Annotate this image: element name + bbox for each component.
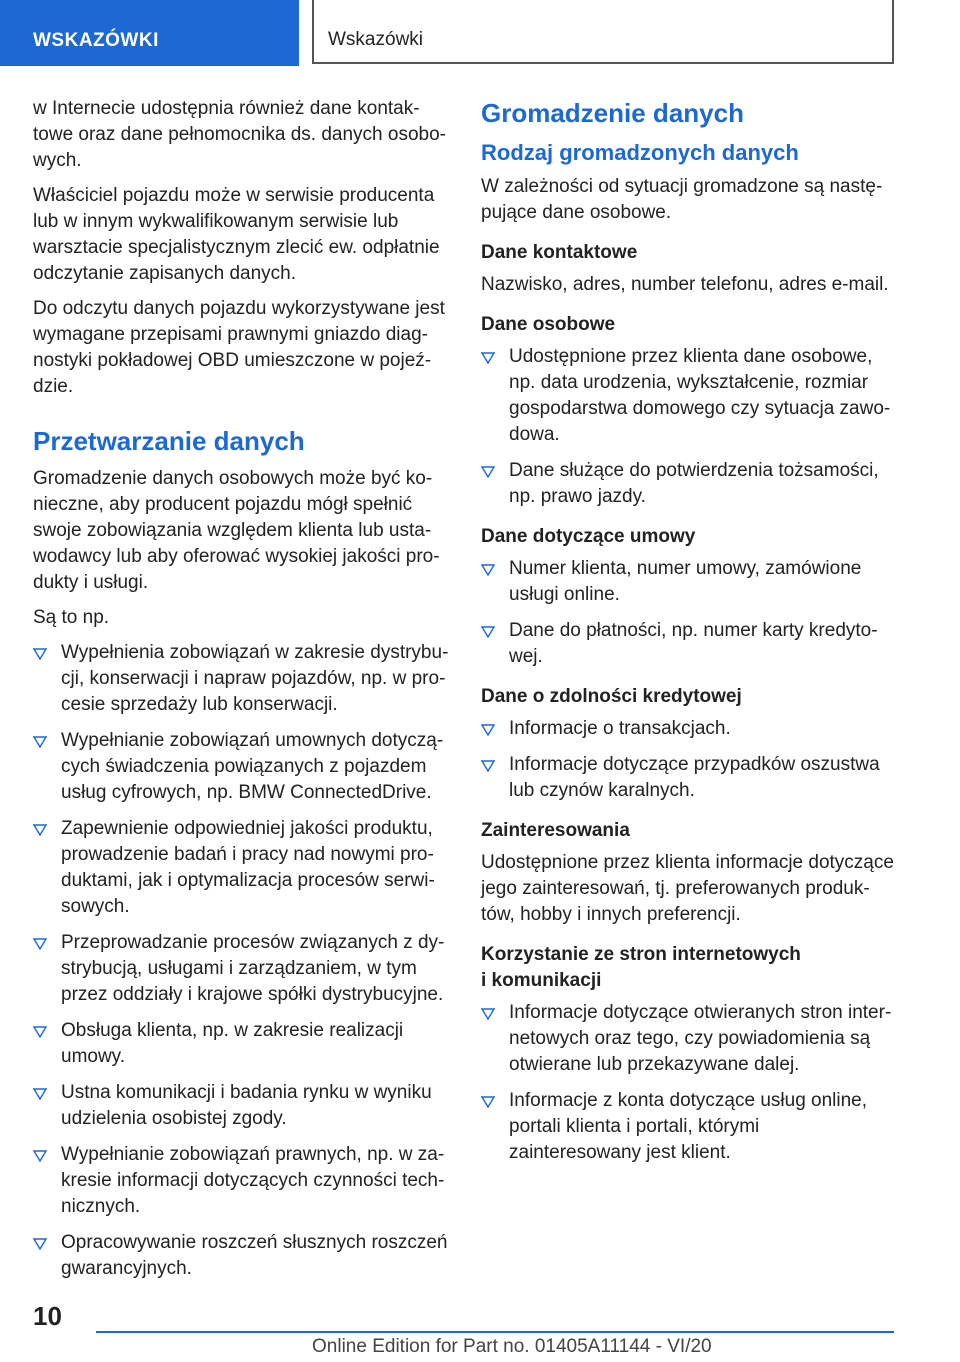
heading-line: Korzystanie ze stron internetowych — [481, 944, 801, 965]
list-item: Dane służące do potwierdzenia tożsamości, np. prawo jazdy. — [481, 458, 895, 510]
list-item: Wypełnianie zobowiązań umownych dotyczących świadczenia powiązanych z pojazdem usług cyfrowych, np. BMW ConnectedDrive. — [33, 728, 449, 806]
list-item: Udostępnione przez klienta dane osobowe, np. data urodzenia, wykształcenie, rozmiar gospodarstwa domowego czy sytuacja zawodowa. — [481, 344, 895, 448]
triangle-bullet-icon — [481, 724, 495, 736]
triangle-bullet-icon — [33, 1150, 47, 1162]
bullet-list — [33, 640, 449, 1282]
paragraph: Właściciel pojazdu może w serwisie producenta lub w innym wykwalifikowanym serwisie lub warsztacie specjalistycznym zlecić ew. odpłatnie odczytanie zapisanych danych. — [33, 185, 440, 284]
category-heading: Dane o zdolności kredytowej — [481, 686, 742, 707]
bullet-list — [481, 556, 895, 670]
left-column — [33, 96, 449, 1292]
subsection-heading: Rodzaj gromadzonych danych — [481, 140, 799, 165]
category-heading — [481, 942, 895, 994]
bullet-list — [481, 344, 895, 510]
triangle-bullet-icon — [33, 1088, 47, 1100]
category-heading: Dane kontaktowe — [481, 242, 638, 263]
paragraph: Gromadzenie danych osobowych może być konieczne, aby producent pojazdu mógł spełnić swoje zobowiązania względem klienta lub ustawodawcy lub aby oferować wysokiej jakości produkty i usługi. — [33, 468, 440, 593]
bullet-list — [481, 716, 895, 804]
heading-line: i komunikacji — [481, 970, 602, 991]
paragraph: Są to np. — [33, 607, 110, 628]
list-item: Wypełnianie zobowiązań prawnych, np. w zakresie informacji dotyczących czynności technicznych. — [33, 1142, 449, 1220]
paragraph: w Internecie udostępnia również dane kontaktowe oraz dane pełnomocnika ds. danych osobowych. — [33, 98, 446, 171]
right-column — [481, 96, 895, 1176]
list-item: Informacje dotyczące otwieranych stron internetowych oraz tego, czy powiadomienia są otwierane lub przekazywane dalej. — [481, 1000, 895, 1078]
list-item: Informacje o transakcjach. — [481, 716, 895, 742]
paragraph: Nazwisko, adres, number telefonu, adres e-mail. — [481, 274, 889, 295]
triangle-bullet-icon — [481, 1096, 495, 1108]
triangle-bullet-icon — [33, 1238, 47, 1250]
edition-note: Online Edition for Part no. 01405A11144 - VI/20 — [312, 1336, 712, 1357]
list-item: Dane do płatności, np. numer karty kredytowej. — [481, 618, 895, 670]
triangle-bullet-icon — [33, 938, 47, 950]
list-item: Wypełnienia zobowiązań w zakresie dystrybucji, konserwacji i napraw pojazdów, np. w procesie sprzedaży lub konserwacji. — [33, 640, 449, 718]
page-header — [0, 0, 960, 66]
list-item: Zapewnienie odpowiedniej jakości produktu, prowadzenie badań i pracy nad nowymi produktami, jak i optymalizacja procesów serwisowych. — [33, 816, 449, 920]
triangle-bullet-icon — [33, 824, 47, 836]
triangle-bullet-icon — [481, 564, 495, 576]
list-item: Ustna komunikacji i badania rynku w wyniku udzielenia osobistej zgody. — [33, 1080, 449, 1132]
triangle-bullet-icon — [33, 1026, 47, 1038]
triangle-bullet-icon — [481, 1008, 495, 1020]
list-item: Przeprowadzanie procesów związanych z dystrybucją, usługami i zarządzaniem, w tym przez oddziały i krajowe spółki dystrybucyjne. — [33, 930, 449, 1008]
paragraph: W zależności od sytuacji gromadzone są następujące dane osobowe. — [481, 176, 883, 223]
triangle-bullet-icon — [33, 648, 47, 660]
list-item: Informacje z konta dotyczące usług online, portali klienta i portali, którymi zainteresowany jest klient. — [481, 1088, 895, 1166]
section-heading: Gromadzenie danych — [481, 98, 744, 128]
paragraph: Udostępnione przez klienta informacje dotyczące jego zainteresowań, tj. preferowanych produktów, hobby i innych preferencji. — [481, 852, 894, 925]
triangle-bullet-icon — [33, 736, 47, 748]
list-item: Obsługa klienta, np. w zakresie realizacji umowy. — [33, 1018, 449, 1070]
chapter-title: Wskazówki — [312, 0, 894, 64]
triangle-bullet-icon — [481, 352, 495, 364]
category-heading: Zainteresowania — [481, 820, 630, 841]
paragraph: Do odczytu danych pojazdu wykorzystywane jest wymagane przepisami prawnymi gniazdo diagnostyki pokładowej OBD umieszczone w pojeździe. — [33, 298, 445, 397]
section-heading: Przetwarzanie danych — [33, 426, 305, 456]
triangle-bullet-icon — [481, 626, 495, 638]
bullet-list — [481, 1000, 895, 1166]
footer-divider — [96, 1331, 894, 1333]
list-item: Opracowywanie roszczeń słusznych roszczeń gwarancyjnych. — [33, 1230, 449, 1282]
page-number: 10 — [33, 1301, 62, 1331]
triangle-bullet-icon — [481, 466, 495, 478]
section-tab: WSKAZÓWKI — [0, 0, 299, 66]
list-item: Numer klienta, numer umowy, zamówione usługi online. — [481, 556, 895, 608]
triangle-bullet-icon — [481, 760, 495, 772]
category-heading: Dane dotyczące umowy — [481, 526, 696, 547]
list-item: Informacje dotyczące przypadków oszustwa lub czynów karalnych. — [481, 752, 895, 804]
category-heading: Dane osobowe — [481, 314, 616, 335]
